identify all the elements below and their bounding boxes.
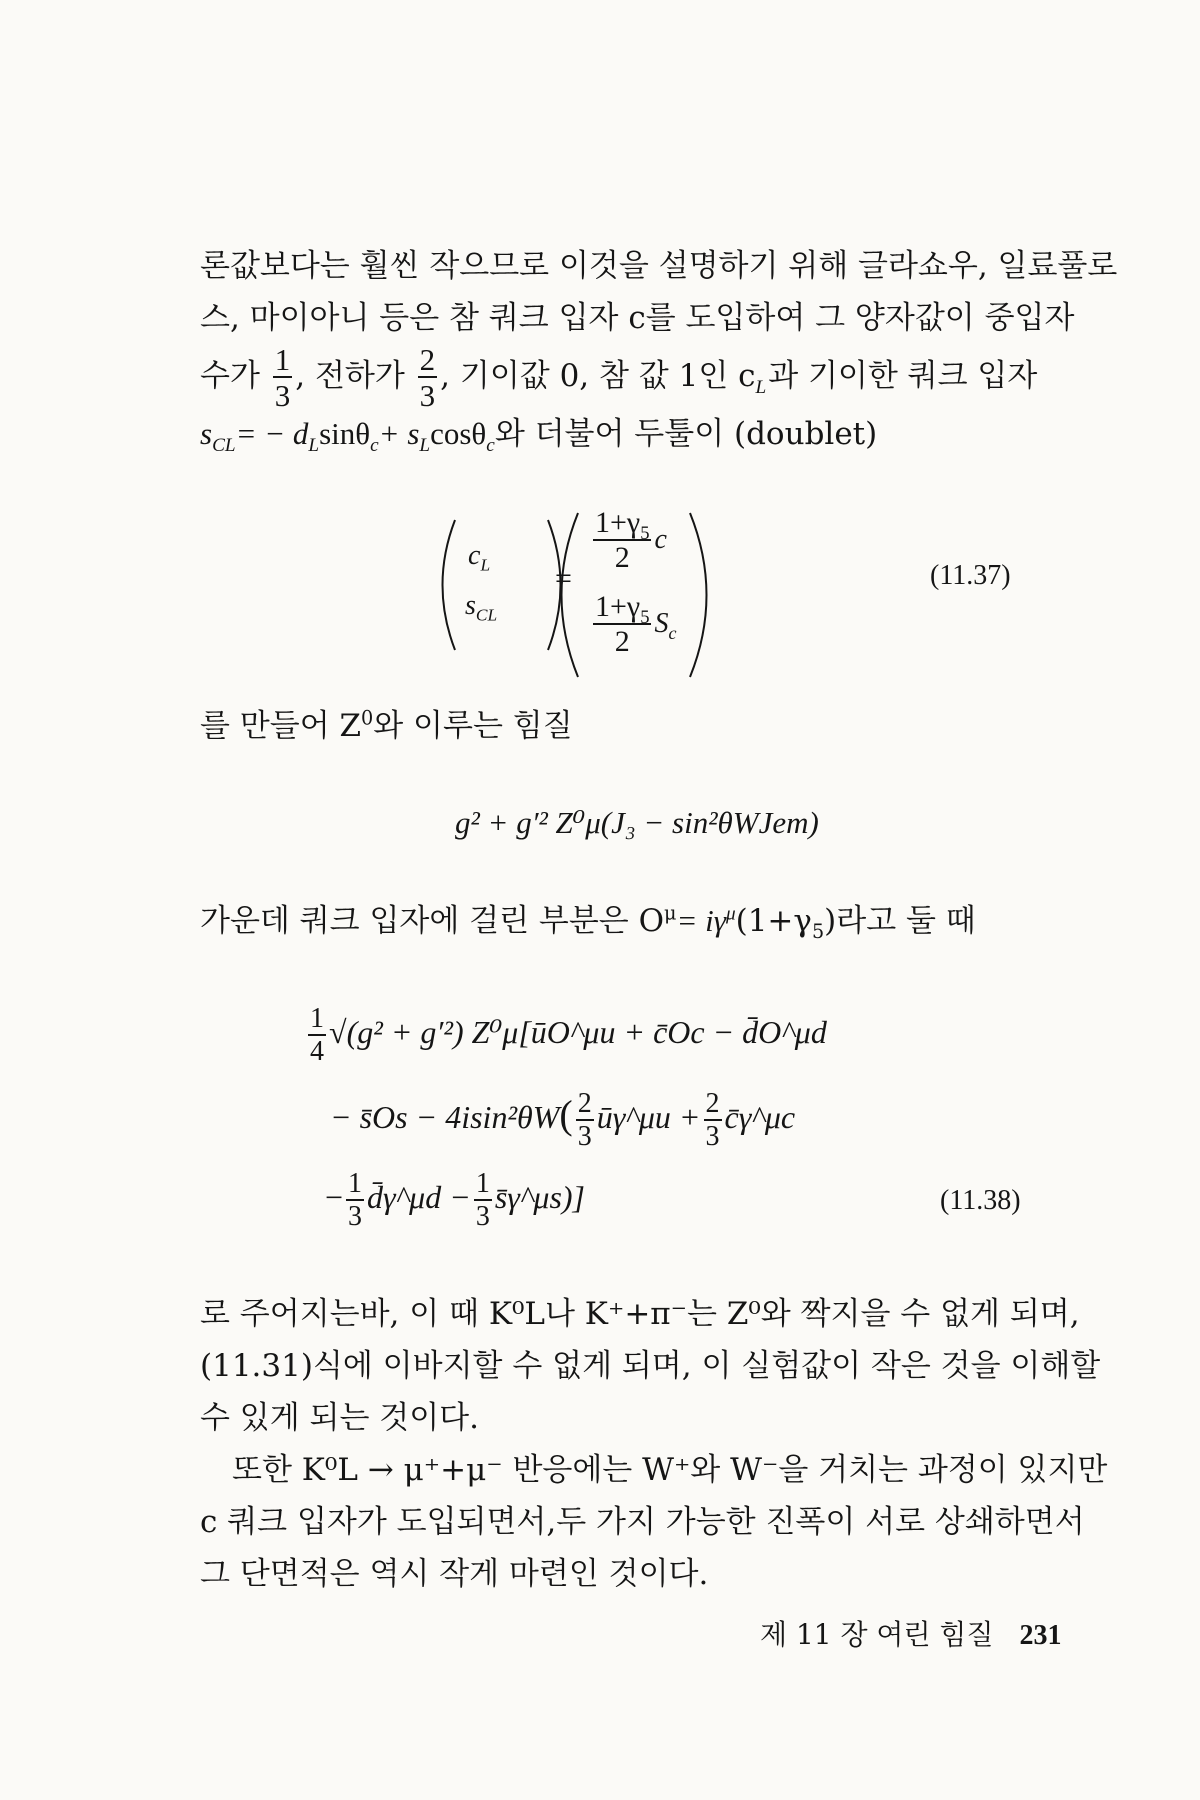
fraction-two-thirds: $\frac{2}{3}$	[419, 342, 436, 413]
para1-line-3: 수가 $\frac{1}{3}$ , 전하가 $\frac{2}{3}$ , 기이값 0, 참 값 1인 $c_L$과 기이한 쿼크 입자	[200, 342, 1038, 413]
matrix-right-bottom: $\frac{1+\gamma_5}{2}$ $S_c$	[595, 590, 677, 658]
para4-line-5: c 쿼크 입자가 도입되면서,두 가지 가능한 진폭이 서로 상쇄하면서	[200, 1504, 1085, 1540]
matrix-left-top: $c_L$	[468, 540, 491, 575]
para1-line-1: 론값보다는 훨씬 작으므로 이것을 설명하기 위해 글라쇼우, 일료풀로	[200, 248, 1118, 284]
paragraph-4	[200, 1288, 1108, 1600]
para1-line-2: 스, 마이아니 등은 참 쿼크 입자 c를 도입하여 그 양자값이 중입자	[200, 300, 1075, 336]
eq1138-line-3: − $\frac{1}{3}$ d̄γ^μd − $\frac{1}{3}$ s̄γ^μs)]	[325, 1168, 585, 1232]
page-footer	[760, 1613, 1062, 1653]
matrix-left-bottom: $s_{CL}$	[465, 590, 498, 625]
eq1138-line-2: − s̄Os − 4isin²θW( $\frac{2}{3}$ ūγ^μu + $\frac{2}{3}$ c̄γ^μc	[330, 1088, 796, 1152]
eq1138-line-1: $\frac{1}{4}$ √(g² + g′²) Z⁰μ[ūO^μu + c̄Oc − d̄O^μd	[310, 1003, 827, 1067]
interaction-term: g² + g′² Z⁰μ(J₃ − sin²θWJem)	[455, 805, 819, 840]
paragraph-1	[200, 240, 1118, 460]
para4-line-6: 그 단면적은 역시 작게 마련인 것이다.	[200, 1556, 709, 1592]
equation-number-11-37: (11.37)	[930, 560, 1011, 591]
para4-line-2: (11.31)식에 이바지할 수 없게 되며, 이 실험값이 작은 것을 이해할	[200, 1348, 1101, 1384]
paragraph-3: 가운데 쿼크 입자에 걸린 부분은 $O^\mu= i\gamma^\mu(1+\gamma_5)$라고 둘 때	[200, 901, 976, 944]
equals-sign: =	[555, 562, 572, 595]
equation-number-11-38: (11.38)	[940, 1185, 1021, 1216]
para4-line-1: 로 주어지는바, 이 때 K⁰L나 K⁺+π⁻는 Z⁰와 짝지을 수 없게 되며,	[200, 1296, 1080, 1332]
page-number: 231	[1019, 1620, 1062, 1651]
para1-line-4: $s_{CL}= - d_L\sin\theta_c+ s_L\cos\theta_c$와 더불어 두툴이 (doublet)	[200, 416, 878, 457]
para4-line-3: 수 있게 되는 것이다.	[200, 1400, 479, 1436]
paragraph-2: 를 만들어 $Z^0$와 이루는 힘질	[200, 706, 573, 744]
chapter-title: 제 11 장 여린 힘질	[760, 1618, 994, 1651]
matrix-right-top: $\frac{1+\gamma_5}{2}$ c	[595, 506, 667, 574]
para4-line-4: 또한 K⁰L → μ⁺+μ⁻ 반응에는 W⁺와 W⁻을 거치는 과정이 있지만	[232, 1452, 1108, 1488]
fraction-one-third: $\frac{1}{3}$	[274, 342, 291, 413]
